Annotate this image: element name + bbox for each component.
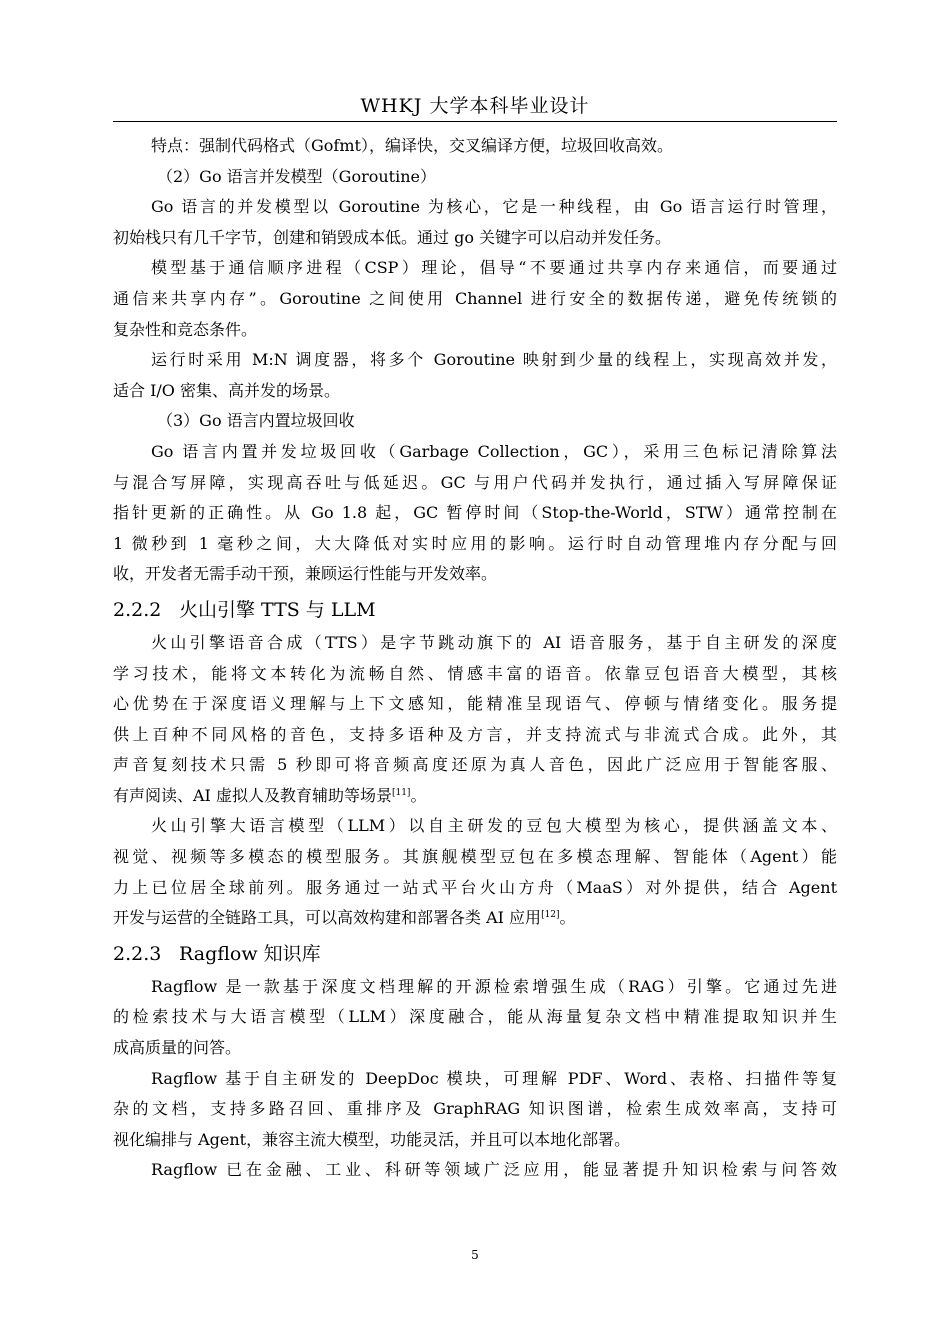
subheading-goroutine: （2）Go 语言并发模型（Goroutine） [157, 166, 437, 186]
paragraph-line: 通信来共享内存”。Goroutine 之间使用 Channel 进行安全的数据传递，避免传统锁的 [113, 288, 837, 308]
section-title: 火山引擎 TTS 与 LLM [179, 598, 376, 621]
paragraph-line: 适合 I/O 密集、高并发的场景。 [113, 380, 341, 400]
paragraph-line: Ragflow 是一款基于深度文档理解的开源检索增强生成（RAG）引擎。它通过先进 [151, 976, 837, 996]
header-divider [113, 121, 837, 122]
paragraph-text: 有声阅读、AI 虚拟人及教育辅助等场景 [113, 785, 392, 805]
paragraph-line: Ragflow 基于自主研发的 DeepDoc 模块，可理解 PDF、Word、表格、扫描件等复 [151, 1068, 837, 1088]
paragraph-line: 心优势在于深度语义理解与上下文感知，能精准呈现语气、停顿与情绪变化。服务提 [113, 694, 837, 714]
paragraph-line [113, 781, 837, 812]
paragraph-line: 复杂性和竞态条件。 [113, 319, 258, 339]
paragraph-text: 开发与运营的全链路工具，可以高效构建和部署各类 AI 应用 [113, 908, 542, 928]
body-text [113, 131, 837, 1186]
paragraph-line: 初始栈只有几千字节，创建和销毁成本低。通过 go 关键字可以启动并发任务。 [113, 227, 672, 247]
paragraph-line: 的检索技术与大语言模型（LLM）深度融合，能从海量复杂文档中精准提取知识并生 [113, 1007, 837, 1027]
paragraph-line: 指针更新的正确性。从 Go 1.8 起，GC 暂停时间（Stop-the-World，STW）通常控制在 [113, 503, 837, 523]
section-title: Ragflow 知识库 [179, 942, 321, 965]
paragraph-line: 火山引擎语音合成（TTS）是字节跳动旗下的 AI 语音服务，基于自主研发的深度 [151, 632, 837, 652]
section-heading-2-2-3 [113, 937, 837, 971]
section-heading-2-2-2 [113, 593, 837, 627]
paragraph-line: 1 微秒到 1 毫秒之间，大大降低对实时应用的影响。运行时自动管理堆内存分配与回 [113, 533, 837, 553]
paragraph-line: 特点：强制代码格式（Gofmt），编译快，交叉编译方便，垃圾回收高效。 [151, 136, 673, 155]
paragraph-text: 。 [559, 908, 576, 928]
paragraph-line: 模型基于通信顺序进程（CSP）理论，倡导“不要通过共享内存来通信，而要通过 [151, 258, 837, 278]
subheading-gc: （3）Go 语言内置垃圾回收 [157, 411, 355, 431]
paragraph-line: 力上已位居全球前列。服务通过一站式平台火山方舟（MaaS）对外提供，结合 Agent [113, 877, 837, 897]
paragraph-line: Go 语言内置并发垃圾回收（Garbage Collection，GC），采用三色标记清除算法 [151, 441, 837, 461]
section-number: 2.2.3 [113, 942, 162, 965]
paragraph-line: 运行时采用 M:N 调度器，将多个 Goroutine 映射到少量的线程上，实现高效并发， [151, 350, 837, 370]
paragraph-line: 成高质量的问答。 [113, 1038, 242, 1058]
paragraph-line: 声音复刻技术只需 5 秒即可将音频高度还原为真人音色，因此广泛应用于智能客服、 [113, 755, 837, 775]
paragraph-text: 。 [410, 785, 427, 805]
page-number: 5 [471, 1248, 479, 1262]
paragraph-line: 与混合写屏障，实现高吞吐与低延迟。GC 与用户代码并发执行，通过插入写屏障保证 [113, 472, 837, 492]
paragraph-line: Go 语言的并发模型以 Goroutine 为核心，它是一种线程，由 Go 语言运行时管理， [151, 197, 837, 217]
paragraph-line: 收，开发者无需手动干预，兼顾运行性能与开发效率。 [113, 564, 498, 584]
paragraph-line [113, 903, 837, 934]
paragraph-line: 视觉、视频等多模态的模型服务。其旗舰模型豆包在多模态理解、智能体（Agent）能 [113, 847, 837, 867]
section-number: 2.2.2 [113, 598, 162, 621]
running-header: WHKJ 大学本科毕业设计 [360, 95, 590, 117]
paragraph-line: 学习技术，能将文本转化为流畅自然、情感丰富的语音。依靠豆包语音大模型，其核 [113, 663, 837, 683]
paragraph-line: 杂的文档，支持多路召回、重排序及 GraphRAG 知识图谱，检索生成效率高，支持可 [113, 1099, 837, 1119]
citation-ref-11[interactable]: [11] [391, 787, 411, 798]
citation-ref-12[interactable]: [12] [541, 910, 560, 921]
paragraph-line: 供上百种不同风格的音色，支持多语种及方言，并支持流式与非流式合成。此外，其 [113, 724, 837, 744]
paragraph-line: 视化编排与 Agent，兼容主流大模型，功能灵活，并且可以本地化部署。 [113, 1129, 631, 1149]
paragraph-line: 火山引擎大语言模型（LLM）以自主研发的豆包大模型为核心，提供涵盖文本、 [151, 816, 837, 836]
paragraph-line: Ragflow 已在金融、工业、科研等领域广泛应用，能显著提升知识检索与问答效 [151, 1160, 837, 1180]
